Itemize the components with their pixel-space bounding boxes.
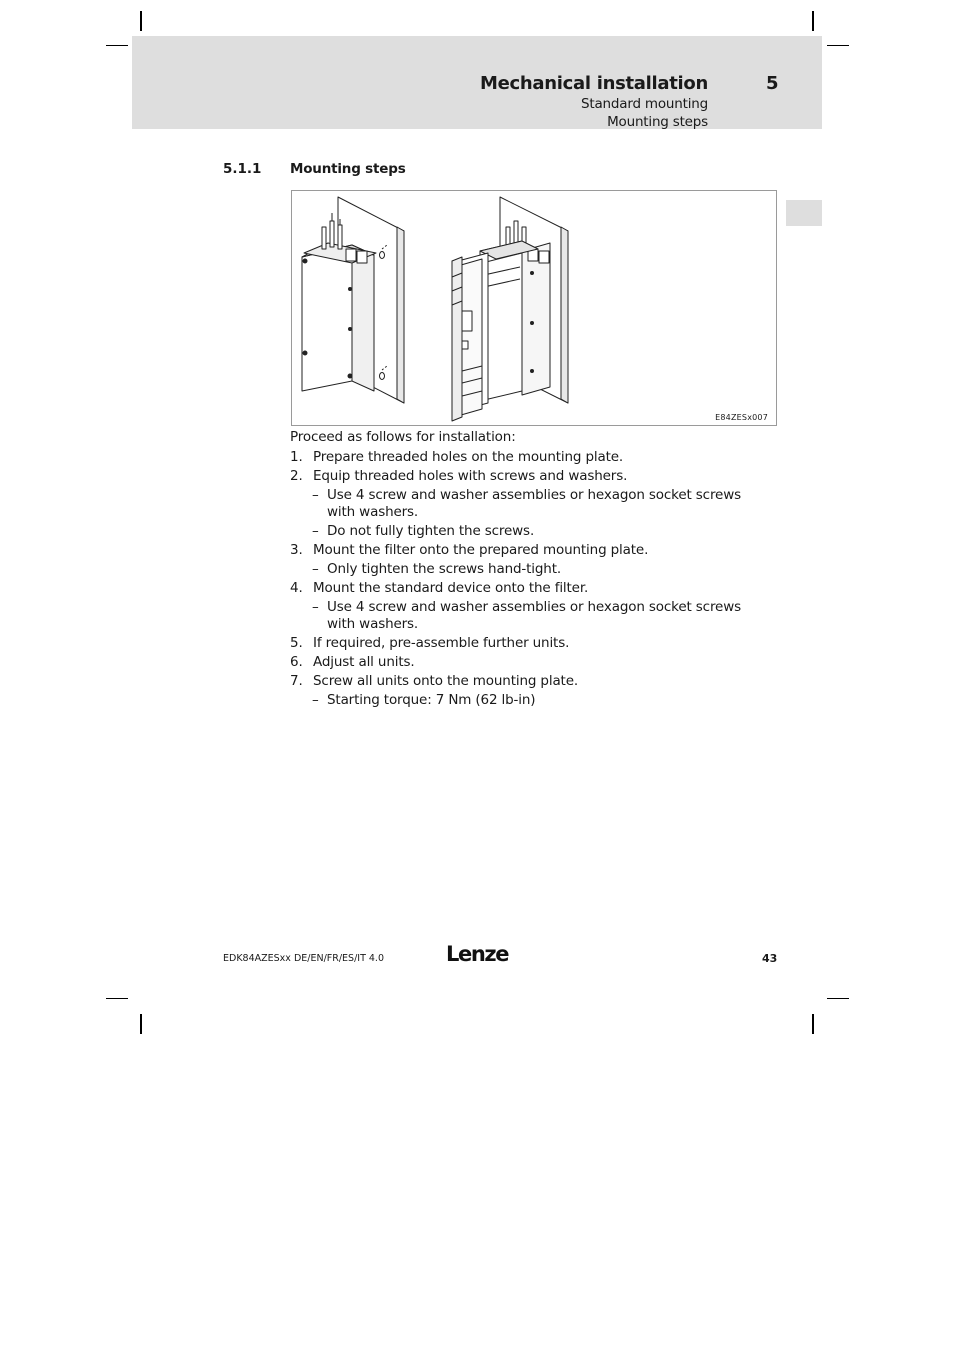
- threaded-hole: [380, 252, 385, 259]
- header-band: [132, 36, 822, 129]
- step-number: 3.: [290, 542, 303, 558]
- crop-mark: [140, 1014, 142, 1034]
- crop-mark: [106, 998, 128, 999]
- step-number: 4.: [290, 580, 303, 596]
- step-text: If required, pre-assemble further units.: [313, 635, 570, 651]
- section-title: Mounting steps: [290, 161, 406, 177]
- chapter-title: Mechanical installation: [480, 73, 708, 94]
- dash-bullet: –: [312, 692, 319, 708]
- crop-mark: [812, 1014, 814, 1034]
- instructions: [290, 429, 760, 711]
- step-text: Equip threaded holes with screws and washers.: [313, 468, 628, 484]
- header-subtitle: Standard mounting: [581, 96, 708, 112]
- step-text: Mount the standard device onto the filter.: [313, 580, 589, 596]
- figure-code: E84ZESx007: [715, 413, 768, 422]
- header-subtitle: Mounting steps: [607, 114, 708, 130]
- footer-doc-id: EDK84AZESxx DE/EN/FR/ES/IT 4.0: [223, 953, 384, 964]
- step-number: 7.: [290, 673, 303, 689]
- step-item: [290, 468, 760, 485]
- step-text: Mount the filter onto the prepared mounting plate.: [313, 542, 649, 558]
- step-number: 2.: [290, 468, 303, 484]
- step-number: 1.: [290, 449, 303, 465]
- sub-item: [290, 561, 760, 578]
- threaded-hole: [380, 373, 385, 380]
- sub-text: Starting torque: 7 Nm (62 lb-in): [327, 692, 536, 708]
- page-number: 43: [762, 952, 778, 965]
- chapter-side-tab: [786, 200, 822, 226]
- dash-bullet: –: [312, 561, 319, 577]
- step-item: [290, 542, 760, 559]
- dash-bullet: –: [312, 523, 319, 539]
- step-text: Screw all units onto the mounting plate.: [313, 673, 579, 689]
- sub-item: [290, 692, 760, 709]
- sub-text: Use 4 screw and washer assemblies or hexagon socket screws with washers.: [327, 487, 741, 520]
- crop-mark: [812, 11, 814, 31]
- step-item: [290, 673, 760, 690]
- mounting-figure: [291, 190, 777, 426]
- lenze-logo: Lenze: [446, 942, 509, 966]
- step-text: Prepare threaded holes on the mounting plate.: [313, 449, 624, 465]
- dash-bullet: –: [312, 599, 319, 615]
- crop-mark: [827, 998, 849, 999]
- mounting-illustration: [292, 191, 778, 427]
- step-number: 6.: [290, 654, 303, 670]
- sub-item: [290, 599, 760, 633]
- step-item: [290, 449, 760, 466]
- crop-mark: [140, 11, 142, 31]
- step-text: Adjust all units.: [313, 654, 415, 670]
- sub-text: Do not fully tighten the screws.: [327, 523, 535, 539]
- sub-item: [290, 487, 760, 521]
- crop-mark: [827, 45, 849, 46]
- sub-item: [290, 523, 760, 540]
- step-item: [290, 654, 760, 671]
- section-number: 5.1.1: [223, 161, 262, 177]
- step-item: [290, 635, 760, 652]
- sub-text: Only tighten the screws hand-tight.: [327, 561, 561, 577]
- dash-bullet: –: [312, 487, 319, 503]
- filter-front: [302, 245, 352, 391]
- chapter-number: 5: [766, 73, 779, 94]
- step-number: 5.: [290, 635, 303, 651]
- intro-text: Proceed as follows for installation:: [290, 429, 516, 445]
- crop-mark: [106, 45, 128, 46]
- sub-text: Use 4 screw and washer assemblies or hexagon socket screws with washers.: [327, 599, 741, 632]
- step-item: [290, 580, 760, 597]
